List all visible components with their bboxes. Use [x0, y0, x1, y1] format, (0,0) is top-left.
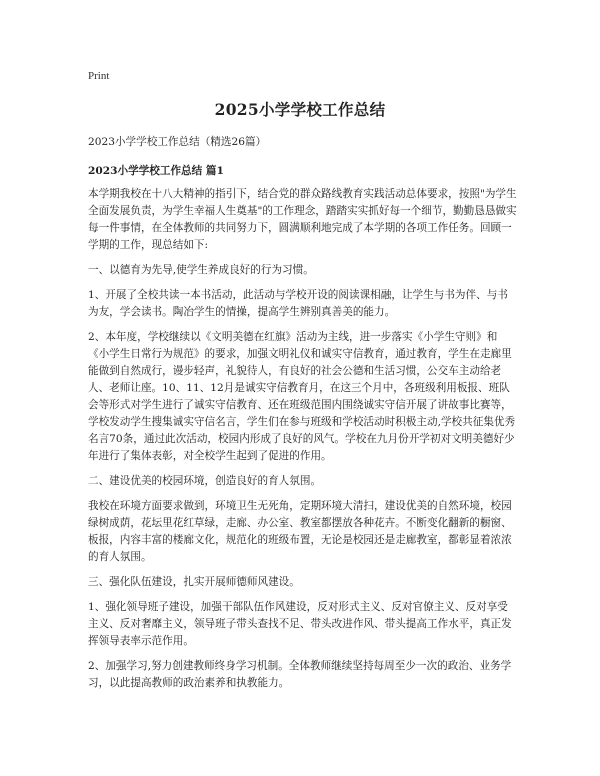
section-heading: 2023小学学校工作总结 篇1: [88, 165, 224, 177]
document-body: [88, 134, 518, 700]
paragraph-civility-education: 2、本年度，学校继续以《文明美德在红旗》活动为主线，进一步落实《小学生守则》和《小学生日常行为规范》的要求，加强文明礼仪和诚实守信教育，通过教育，学生在走廊里能做到自然成行，谩步轻声，礼貌待人，有良好的社会公德和生活习惯，公交车主动给老人、老师让座。10、11、12月是诚实守信教育月，在这三个月中，各班级利用板报、班队会等形式对学生进行了诚实守信教育、还在班级范围内围绕诚实守信开展了讲故事比赛等，学校发动学生搜集诚实守信名言，学生们在参与班级和学校活动时积极主动,学校共征集优秀名言70条，通过此次活动，校园内形成了良好的风气。学校在九月份开学初对文明美德好少年进行了集体表彰，对全校学生起到了促进的作用。: [88, 331, 516, 462]
paragraph-intro: 本学期我校在十八大精神的指引下，结合党的群众路线教育实践活动总体要求，按照"为学生全面发展负责，为学生幸福人生奠基"的工作理念，踏踏实实抓好每一个细节，勤勤恳恳做实每一件事情，在全体教师的共同努力下，圆满顺利地完成了本学期的各项工作任务。回顾一学期的工作，现总结如下:: [88, 188, 517, 251]
paragraph-section-2-title: 二、建设优美的校园环境，创造良好的育人氛围。: [88, 475, 322, 487]
paragraph-teacher-learning: 2、加强学习,努力创建教师终身学习机制。全体教师继续坚持每周至少一次的政治、业务学习，以此提高教师的政治素养和执教能力。: [88, 660, 512, 689]
paragraph-campus-environment: 我校在环境方面要求做到，环境卫生无死角，定期环境大清扫，建设优美的自然环境，校园绿树成荫，花坛里花红草绿，走廊、办公室、教室都摆放各种花卉。不断变化翻新的橱窗、板报，内容丰富的楼廊文化，规范化的班级布置，无论是校园还是走廊教室，都彰显着浓浓的育人氛围。: [88, 500, 512, 563]
paragraph-section-1-title: 一、以德育为先导,使学生养成良好的行为习惯。: [88, 264, 314, 276]
paragraph-reading-activity: 1、开展了全校共读一本书活动，此活动与学校开设的阅读课相融，让学生与书为伴、与书为友，学会读书。陶冶学生的情操，提高学生辨别真善美的能力。: [88, 289, 508, 318]
paragraph-section-3-title: 三、强化队伍建设，扎实开展师德师风建设。: [88, 576, 300, 588]
document-subtitle: 2023小学学校工作总结（精选26篇）: [88, 136, 267, 148]
paragraph-leadership: 1、强化领导班子建设，加强干部队伍作风建设，反对形式主义、反对官僚主义、反对享受主义、反对奢靡主义，领导班子带头查找不足、带头改进作风、带头提高工作水平，真正发挥领导表率示范作用。: [88, 601, 512, 647]
page-title: 2025小学学校工作总结: [214, 100, 386, 119]
print-label: Print: [88, 70, 110, 82]
